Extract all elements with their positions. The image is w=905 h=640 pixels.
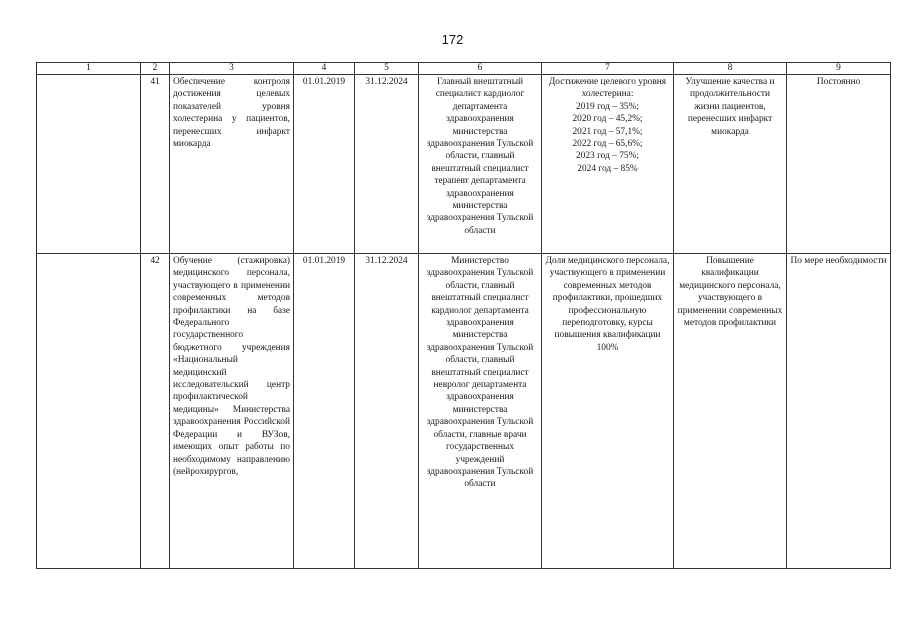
cell-result: Улучшение качества и продолжительности жизни пациентов, перенесших инфаркт миокарда	[674, 75, 787, 254]
cell-frequency: Постоянно	[787, 75, 891, 254]
header-col-5: 5	[355, 63, 419, 75]
cell-result: Повышение квалификации медицинского персонала, участвующего в применении современных методов профилактики	[674, 254, 787, 569]
header-col-1: 1	[37, 63, 141, 75]
table-row	[37, 254, 891, 569]
cell-indicator: Достижение целевого уровня холестерина: 2019 год – 35%; 2020 год – 45,2%; 2021 год – 57,1%; 2022 год – 65,6%; 2023 год – 75%; 2024 год – 85%	[542, 75, 674, 254]
page-number: 172	[441, 32, 464, 47]
cell-frequency: По мере необходимости	[787, 254, 891, 569]
cell-activity: Обеспечение контроля достижения целевых показателей уровня холестерина у пациентов, перенесших инфаркт миокарда	[170, 75, 294, 254]
header-col-7: 7	[542, 63, 674, 75]
cell-number: 41	[141, 75, 170, 254]
header-col-4: 4	[294, 63, 355, 75]
cell-start-date: 01.01.2019	[294, 254, 355, 569]
cell-activity: Обучение (стажировка) медицинского персонала, участвующего в применении современных методов профилактики на базе Федерального государственного бюджетного учреждения «Национальный медицинский исследовательский центр профилактической медицины» Министерства здравоохранения Российской Федерации и ВУЗов, имеющих опыт работы по необходимому направлению (нейрохирургов,	[170, 254, 294, 569]
cell-section	[37, 75, 141, 254]
cell-number: 42	[141, 254, 170, 569]
table-row	[37, 75, 891, 254]
header-col-2: 2	[141, 63, 170, 75]
header-col-8: 8	[674, 63, 787, 75]
cell-end-date: 31.12.2024	[355, 75, 419, 254]
cell-section	[37, 254, 141, 569]
cell-end-date: 31.12.2024	[355, 254, 419, 569]
header-col-6: 6	[419, 63, 542, 75]
header-col-3: 3	[170, 63, 294, 75]
plan-table	[36, 62, 891, 569]
cell-indicator: Доля медицинского персонала, участвующего в применении современных методов профилактики, прошедших профессиональную переподготовку, курсы повышения квалификации 100%	[542, 254, 674, 569]
cell-start-date: 01.01.2019	[294, 75, 355, 254]
header-col-9: 9	[787, 63, 891, 75]
header-row	[37, 63, 891, 75]
cell-responsible: Министерство здравоохранения Тульской области, главный внештатный специалист кардиолог департамента здравоохранения министерства здравоохранения Тульской области, главный внештатный специалист невролог департамента здравоохранения министерства здравоохранения Тульской области, главные врачи государственных учреждений здравоохранения Тульской области	[419, 254, 542, 569]
cell-responsible: Главный внештатный специалист кардиолог департамента здравоохранения министерства здравоохранения Тульской области, главный внештатный специалист терапевт департамента здравоохранения министерства здравоохранения Тульской области	[419, 75, 542, 254]
